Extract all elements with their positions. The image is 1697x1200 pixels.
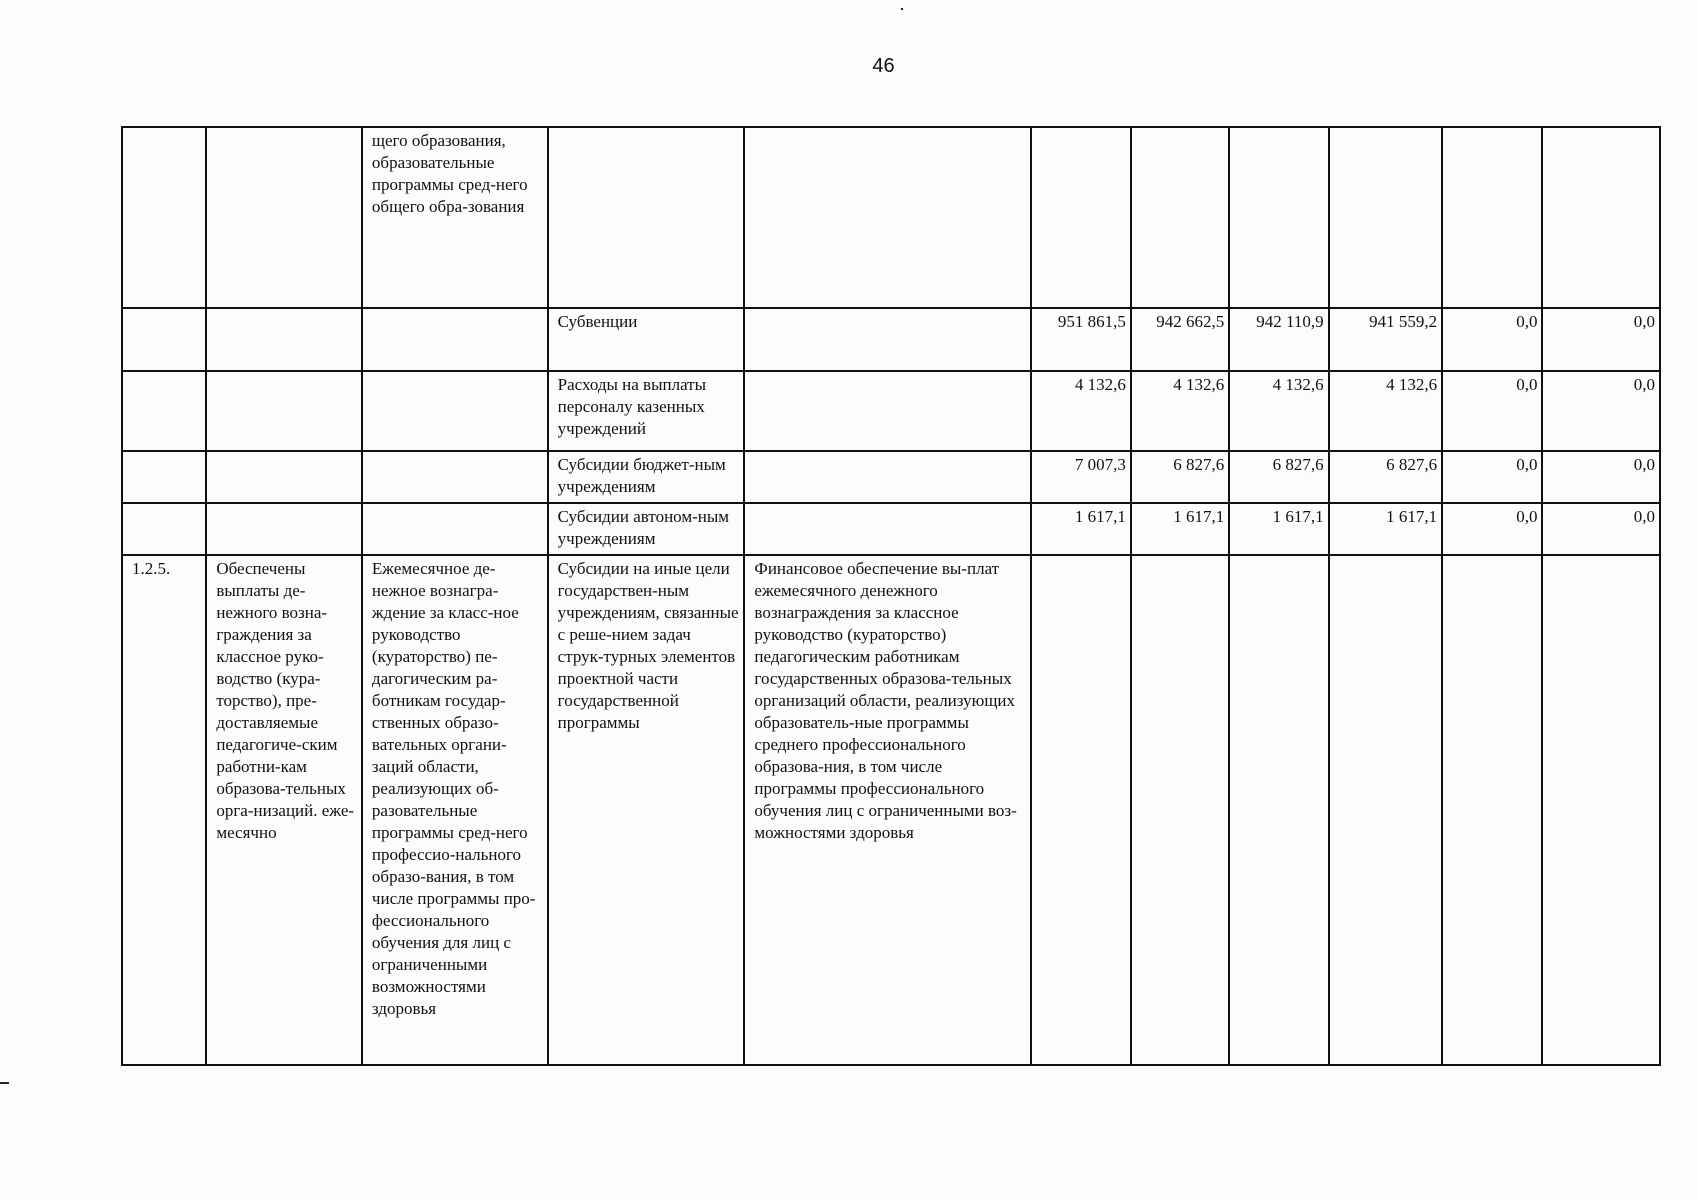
value-cell xyxy=(1229,555,1328,1065)
event-cell xyxy=(362,308,548,371)
event-cell xyxy=(362,371,548,451)
description-cell xyxy=(744,127,1030,308)
value-cell: 4 132,6 xyxy=(1329,371,1442,451)
value-cell: 942 662,5 xyxy=(1131,308,1229,371)
table-row xyxy=(122,308,1660,371)
code-cell xyxy=(122,127,206,308)
table-row xyxy=(122,503,1660,555)
value-cell: 1 617,1 xyxy=(1229,503,1328,555)
value-cell: 0,0 xyxy=(1442,451,1542,503)
expense-type-cell: Субвенции xyxy=(548,308,745,371)
value-cell: 0,0 xyxy=(1442,308,1542,371)
expense-type-cell: Субсидии автоном-ным учреждениям xyxy=(548,503,745,555)
value-cell xyxy=(1442,127,1542,308)
value-cell xyxy=(1329,555,1442,1065)
value-cell xyxy=(1229,127,1328,308)
value-cell: 6 827,6 xyxy=(1229,451,1328,503)
code-cell xyxy=(122,503,206,555)
description-cell xyxy=(744,308,1030,371)
value-cell: 951 861,5 xyxy=(1031,308,1131,371)
value-cell xyxy=(1542,127,1660,308)
event-cell: Ежемесячное де-нежное вознагра-ждение за класс-ное руководство (кураторство) пе-дагогическим ра-ботникам государ-ственных образо-вательных органи-заций области, реализующих об-разовательные программы сред-него профессио-нального образо-вания, в том числе программы про-фессионального обучения для лиц с ограниченными возможностями здоровья xyxy=(362,555,548,1065)
description-cell xyxy=(744,371,1030,451)
value-cell: 0,0 xyxy=(1442,371,1542,451)
value-cell: 0,0 xyxy=(1542,371,1660,451)
value-cell: 941 559,2 xyxy=(1329,308,1442,371)
code-cell xyxy=(122,371,206,451)
table-row xyxy=(122,555,1660,1065)
value-cell: 0,0 xyxy=(1542,503,1660,555)
value-cell: 6 827,6 xyxy=(1329,451,1442,503)
value-cell: 1 617,1 xyxy=(1329,503,1442,555)
expense-type-cell: Субсидии на иные цели государствен-ным учреждениям, связанные с реше-нием задач струк-турных элементов проектной части государственной программы xyxy=(548,555,745,1065)
value-cell: 0,0 xyxy=(1442,503,1542,555)
scan-artifact-dash xyxy=(0,1082,9,1084)
value-cell xyxy=(1131,555,1229,1065)
event-cell xyxy=(362,503,548,555)
table-row xyxy=(122,371,1660,451)
event-cell: щего образования, образовательные программы сред-него общего обра-зования xyxy=(362,127,548,308)
value-cell: 942 110,9 xyxy=(1229,308,1328,371)
code-cell xyxy=(122,308,206,371)
expense-type-cell: Субсидии бюджет-ным учреждениям xyxy=(548,451,745,503)
result-cell xyxy=(206,371,362,451)
expense-type-cell xyxy=(548,127,745,308)
result-cell xyxy=(206,127,362,308)
value-cell: 7 007,3 xyxy=(1031,451,1131,503)
event-cell xyxy=(362,451,548,503)
value-cell xyxy=(1542,555,1660,1065)
value-cell xyxy=(1031,555,1131,1065)
value-cell: 4 132,6 xyxy=(1229,371,1328,451)
table-row xyxy=(122,451,1660,503)
value-cell: 6 827,6 xyxy=(1131,451,1229,503)
value-cell xyxy=(1442,555,1542,1065)
description-cell xyxy=(744,451,1030,503)
scan-artifact-dot xyxy=(901,8,903,10)
table-row xyxy=(122,127,1660,308)
result-cell xyxy=(206,451,362,503)
expense-type-cell: Расходы на выплаты персоналу казенных учреждений xyxy=(548,371,745,451)
budget-table xyxy=(121,126,1661,1066)
page-number: 46 xyxy=(872,55,895,77)
value-cell: 4 132,6 xyxy=(1131,371,1229,451)
value-cell xyxy=(1329,127,1442,308)
value-cell: 1 617,1 xyxy=(1131,503,1229,555)
value-cell: 0,0 xyxy=(1542,308,1660,371)
description-cell: Финансовое обеспечение вы-плат ежемесячного денежного вознаграждения за классное руководство (кураторство) педагогическим работникам государственных образова-тельных организаций области, реализующих образователь-ные программы среднего профессионального образова-ния, в том числе программы профессионального обучения лиц с ограниченными воз-можностями здоровья xyxy=(744,555,1030,1065)
result-cell xyxy=(206,308,362,371)
value-cell: 4 132,6 xyxy=(1031,371,1131,451)
result-cell: Обеспечены выплаты де-нежного возна-граждения за классное руко-водство (кура-торство), пре-доставляемые педагогиче-ским работни-кам образова-тельных орга-низаций. еже-месячно xyxy=(206,555,362,1065)
value-cell: 1 617,1 xyxy=(1031,503,1131,555)
description-cell xyxy=(744,503,1030,555)
code-cell: 1.2.5. xyxy=(122,555,206,1065)
value-cell xyxy=(1131,127,1229,308)
result-cell xyxy=(206,503,362,555)
value-cell: 0,0 xyxy=(1542,451,1660,503)
code-cell xyxy=(122,451,206,503)
value-cell xyxy=(1031,127,1131,308)
